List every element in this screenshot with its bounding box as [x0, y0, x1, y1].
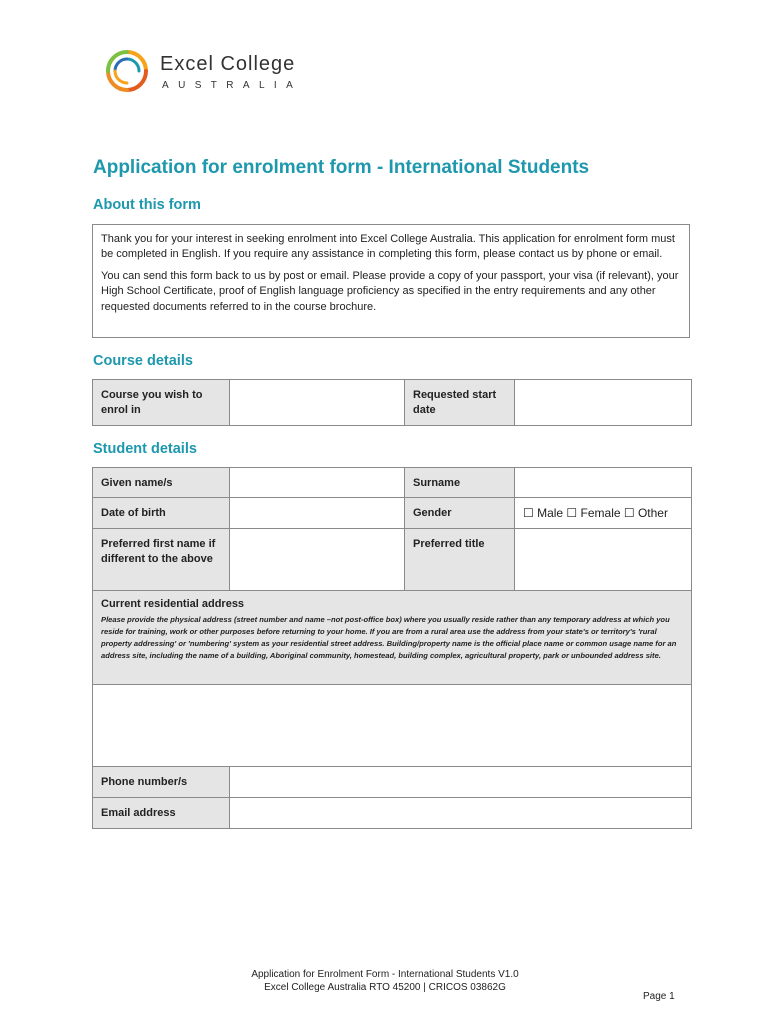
course-label-cell	[93, 380, 230, 426]
about-paragraph-2: You can send this form back to us by post or email. Please provide a copy of your passport, your visa (if relevant), your High School Certificate, proof of English language proficiency as specified in the entry requirements and any other requested documents referred to in the course brochure.	[101, 269, 679, 313]
address-label: Current residential address	[101, 598, 245, 610]
email-label-cell	[93, 798, 230, 829]
gender-options[interactable]: ☐ Male ☐ Female ☐ Other	[515, 498, 692, 529]
course-heading: Course details	[93, 353, 193, 369]
phone-label-cell	[93, 767, 230, 798]
address-note: Please provide the physical address (street number and name –not post-office box) where you usually reside rather than any temporary address at which you reside for training, work or other purposes before returning to your home. If you are from a rural area use the address from your state's or territory's 'rural property addressing' or 'numbering' system as your residential street address. Building/property name is the official place name or common usage name for an address site, including the name of a building, Aboriginal community, homestead, building complex, agricultural property, park or unbounded address site.	[101, 615, 677, 660]
preferred-name-label-cell	[93, 529, 230, 591]
about-box	[92, 224, 690, 338]
footer-form-version: Application for Enrolment Form - International Students V1.0	[251, 969, 519, 980]
given-name-field[interactable]	[230, 468, 405, 498]
given-name-label-cell	[93, 468, 230, 498]
course-field[interactable]	[230, 380, 405, 426]
start-date-label-cell	[405, 380, 515, 426]
swirl-logo-icon	[104, 48, 150, 94]
college-logo	[104, 48, 314, 102]
gender-label-cell	[405, 498, 515, 529]
given-name-label: Given name/s	[101, 477, 173, 489]
email-label: Email address	[101, 807, 176, 819]
surname-label-cell	[405, 468, 515, 498]
address-field[interactable]	[93, 685, 692, 767]
course-label: Course you wish to enrol in	[101, 389, 203, 416]
footer-rto-cricos: Excel College Australia RTO 45200 | CRICOS 03862G	[264, 982, 506, 993]
phone-field[interactable]	[230, 767, 692, 798]
phone-label: Phone number/s	[101, 776, 188, 788]
page-number: Page 1	[643, 991, 675, 1002]
preferred-title-field[interactable]	[515, 529, 692, 591]
logo-subtitle: AUSTRALIA	[162, 80, 303, 91]
surname-label: Surname	[413, 477, 461, 489]
preferred-name-field[interactable]	[230, 529, 405, 591]
page-title: Application for enrolment form - International Students	[93, 157, 590, 178]
preferred-title-label: Preferred title	[413, 538, 485, 550]
dob-label: Date of birth	[101, 507, 166, 519]
about-paragraph-1: Thank you for your interest in seeking enrolment into Excel College Australia. This application for enrolment form must be completed in English. If you require any assistance in completing this form, please contact us by phone or email.	[101, 233, 675, 261]
start-date-label: Requested start date	[413, 389, 497, 416]
preferred-title-label-cell	[405, 529, 515, 591]
student-table	[92, 467, 692, 829]
preferred-name-label: Preferred first name if different to the above	[101, 538, 216, 565]
surname-field[interactable]	[515, 468, 692, 498]
address-description-cell	[93, 591, 692, 685]
student-heading: Student details	[93, 441, 197, 457]
logo-name: Excel College	[160, 53, 296, 75]
dob-field[interactable]	[230, 498, 405, 529]
email-field[interactable]	[230, 798, 692, 829]
about-heading: About this form	[93, 197, 201, 213]
gender-label: Gender	[413, 507, 452, 519]
start-date-field[interactable]	[515, 380, 692, 426]
dob-label-cell	[93, 498, 230, 529]
course-table	[92, 379, 692, 426]
